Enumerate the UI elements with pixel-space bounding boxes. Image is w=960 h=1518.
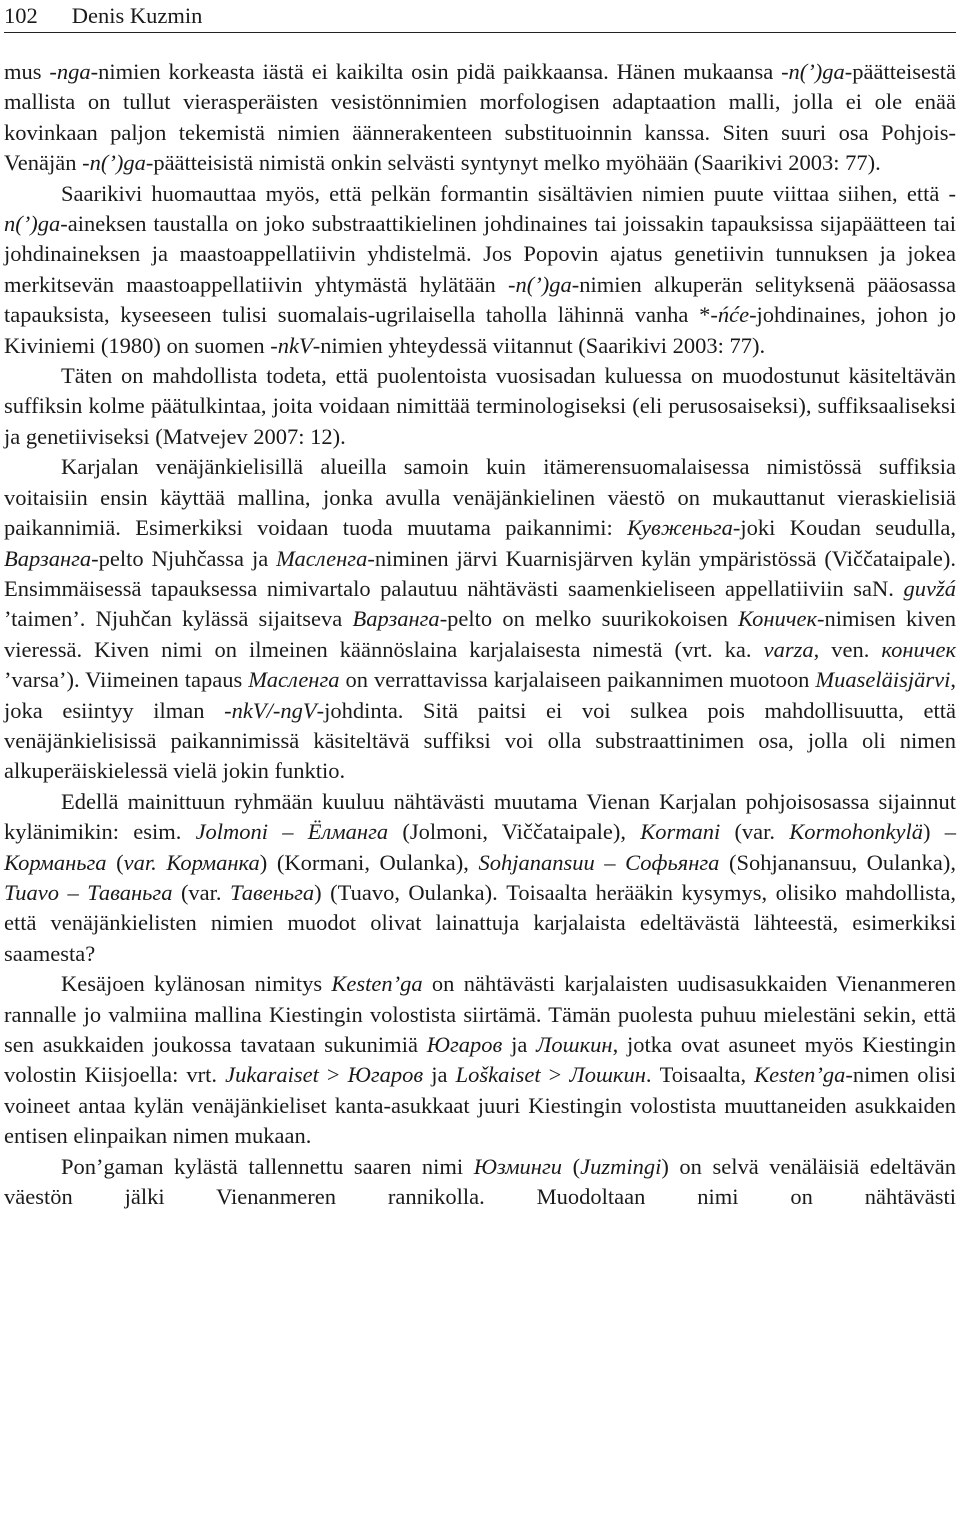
italic-term: ńće — [717, 302, 750, 328]
italic-term: Juzmingi — [580, 1153, 662, 1179]
text-run: ( — [562, 1153, 581, 1179]
paragraph — [4, 361, 956, 452]
italic-term: Лошкин — [569, 1062, 646, 1088]
text-run: Saarikivi huomauttaa myös, että pelkän formantin sisältävien nimien puute viittaa siihen, että — [61, 180, 949, 206]
italic-term: Sohjanansuu – Софьянга — [478, 849, 720, 875]
running-header — [4, 0, 956, 33]
italic-term: Юзминги — [473, 1153, 562, 1179]
italic-term: Loškaiset — [455, 1062, 541, 1088]
text-run: ja — [502, 1032, 537, 1057]
text-run: -nimien alkuperän selityksenä pääosassa tapauksista, kyseeseen tulisi suomalais-ugrilaisella taholla lähinnä vanha *- — [4, 271, 956, 328]
italic-term: Тавеньга — [230, 879, 315, 905]
running-author: Denis Kuzmin — [71, 3, 203, 28]
italic-term: -n(’)ga — [82, 150, 146, 176]
body-text — [4, 57, 956, 1212]
italic-term: Югаров — [426, 1032, 503, 1057]
italic-term: Масленга — [276, 545, 368, 571]
text-run: -nimen olisi voineet antaa kylän venäjänkieliset kanta-asukkaat juuri Kiestingin volostista muuttaneiden asukkaiden entisen elinpaikan nimen mukaan. — [4, 1062, 956, 1149]
text-run: -nimien yhteydessä viitannut (Saarikivi 2003: 77). — [312, 332, 766, 358]
text-run: , joka esiintyy ilman — [4, 667, 956, 723]
italic-term: Югаров — [347, 1062, 424, 1088]
italic-term: Jukaraiset — [225, 1062, 319, 1088]
text-run: > — [318, 1062, 348, 1088]
italic-term: Muaseläisjärvi — [815, 667, 951, 693]
text-run: -päätteisistä nimistä onkin selvästi syntynyt melko myöhään (Saarikivi 2003: 77). — [145, 150, 881, 176]
text-run: -niminen järvi Kuarnisjärven kylän ympäristössä (Viččataipale). Ensimmäisessä tapauksessa nimivartalo palautuu nähtävästi saamenkieliseen appellatiiviin saN. — [4, 545, 956, 601]
text-run: Edellä mainittuun ryhmään kuuluu nähtävästi muutama Vienan Karjalan pohjoisosassa sijainnut kylänimikin: esim. — [4, 788, 956, 845]
text-run: Karjalan venäjänkielisillä alueilla samoin kuin itämerensuomalaisessa nimistössä suffiksia voitaisiin ensin käyttää mallina, jonka avulla venäjänkielinen väestö on mukauttanut vieraskielisiä paikannimiä. Esimerkiksi voidaan tuoda muutama paikannimi: — [4, 454, 956, 541]
text-run: > — [540, 1062, 570, 1088]
text-run: ) (Tuavo, Oulanka). Toisaalta herääkin kysymys, olisiko mahdollista, että venäjänkielisten nimien muodot olivat lainattuja karjalaista edeltävästä lähteestä, esimerkiksi saamesta? — [4, 879, 956, 966]
text-run: (var. — [172, 879, 231, 905]
italic-term: guvžá — [903, 575, 956, 601]
text-run: Pon’gaman kylästä tallennettu saaren nimi — [61, 1153, 474, 1179]
paragraph — [4, 452, 956, 786]
italic-term: Кувженьга — [627, 515, 733, 541]
italic-term: var. — [123, 849, 157, 875]
text-run: on nähtävästi karjalaisten uudisasukkaiden Vienanmeren rannalle jo valmiina mallina Kiestingin volostista siirtämä. Tämän puolesta puhuu mielestäni sekin, että sen asukkaiden joukossa tavataan sukunimiä — [4, 971, 956, 1057]
text-run: ( — [106, 849, 124, 875]
text-run: -pelto on melko suurikokoisen — [439, 606, 739, 632]
italic-term: Kormani — [640, 819, 721, 845]
text-run: ja — [423, 1062, 456, 1088]
paragraph — [4, 179, 956, 361]
italic-term: -n(’)ga — [4, 180, 956, 237]
italic-term: Коничек — [738, 606, 818, 632]
italic-term: Масленга — [248, 667, 340, 693]
italic-term: -nkV/-ngV — [224, 697, 317, 723]
text-run: ) on selvä venäläisiä edeltävän väestön jälki Vienanmeren rannikolla. Muodoltaan nimi on nähtävästi — [4, 1153, 956, 1210]
text-run: (var. — [720, 819, 790, 845]
text-run: Kesäjoen kylänosan nimitys — [61, 971, 332, 997]
page-number: 102 — [4, 3, 38, 28]
italic-term: Jolmoni – Ёлманга — [195, 819, 389, 845]
text-run: -joki Koudan seudulla, — [732, 515, 956, 541]
text-run: . Toisaalta, — [645, 1062, 755, 1088]
text-run: ) – — [923, 819, 956, 845]
text-run: -aineksen taustalla on joko substraattikielinen johdinaines tai joissakin tapauksissa sijapäätteen tai johdinaineksen ja maastoappellatiivin yhdistelmä. Jos Popovin ajatus genetiivin tunnuksen ja jokea merkitsevän maastoappellatiivin yhtymästä hylätään — [4, 211, 956, 297]
italic-term: Варзанга — [352, 606, 440, 632]
italic-term: Kesten’ga — [754, 1062, 846, 1088]
paragraph — [4, 969, 956, 1151]
italic-term: varza — [763, 636, 814, 662]
paragraph — [4, 1152, 956, 1213]
text-run: -johdinaines, johon jo Kiviniemi (1980) on suomen — [4, 302, 956, 358]
italic-term: Варзанга — [4, 545, 92, 571]
text-run: -nimisen kiven vieressä. Kiven nimi on ilmeinen käännöslaina karjalaisesta nimestä (vrt. ka. — [4, 606, 956, 662]
text-run: , ven. — [813, 636, 882, 662]
italic-term: Лошкин — [536, 1032, 613, 1057]
italic-term: Kesten’ga — [331, 971, 423, 997]
italic-term: -n(’)ga — [508, 271, 572, 297]
text-run: -pelto Njuhčassa ja — [91, 545, 277, 571]
text-run: -nimien korkeasta iästä ei kaikilta osin pidä paikkaansa. Hänen mukaansa — [90, 59, 782, 84]
text-run: on verrattavissa karjalaiseen paikannimen muotoon — [339, 667, 816, 693]
text-run: Täten on mahdollista todeta, että puolentoista vuosisadan kuluessa on muodostunut käsiteltävän suffiksin kolme päätulkintaa, joita voidaan nimittää terminologiseksi (eli perusosaiseksi), suffiksaaliseksi ja genetiiviseksi (Matvejev 2007: 12). — [4, 363, 956, 449]
italic-term: -nga — [49, 59, 91, 84]
italic-term: -n(’)ga — [781, 59, 845, 84]
text-run: (Sohjanansuu, Oulanka), — [719, 849, 957, 875]
text-run: (Jolmoni, Viččataipale), — [388, 819, 641, 845]
text-run: ’varsa’). Viimeinen tapaus — [4, 667, 249, 693]
italic-term: Kormohonkylä — [789, 819, 924, 845]
paragraph — [4, 57, 956, 179]
italic-term: коничек — [881, 636, 956, 662]
text-run: -johdinta. Sitä paitsi ei voi sulkea pois mahdollisuutta, että venäjänkielisissä paikannimissä käsiteltävä suffiksi voi olla substraattinimen osa, jolla oli nimen alkuperäiskielessä vielä jokin funktio. — [4, 697, 956, 784]
text-run: ’taimen’. Njuhčan kylässä sijaitseva — [4, 606, 353, 632]
text-run — [157, 850, 167, 875]
italic-term: -nkV — [270, 332, 313, 358]
text-run: mus — [4, 59, 50, 84]
text-run: , jotka ovat asuneet myös Kiestingin volostin Kiisjoella: vrt. — [4, 1032, 956, 1088]
paragraph — [4, 787, 956, 969]
text-run: -päätteisestä mallista on tullut vierasperäisten vesistönnimien morfologisen adaptaation malli, jolla ei ole enää kovinkaan paljon tekemistä nimien äännerakenteen substituoinnin kanssa. Siten suuri osa Pohjois-Venäjän — [4, 59, 956, 176]
italic-term: Корманка — [166, 849, 260, 875]
text-run: ) (Kormani, Oulanka), — [259, 849, 479, 875]
italic-term: Tuavo – Таваньга — [4, 879, 173, 905]
italic-term: Корманьга — [4, 849, 107, 875]
